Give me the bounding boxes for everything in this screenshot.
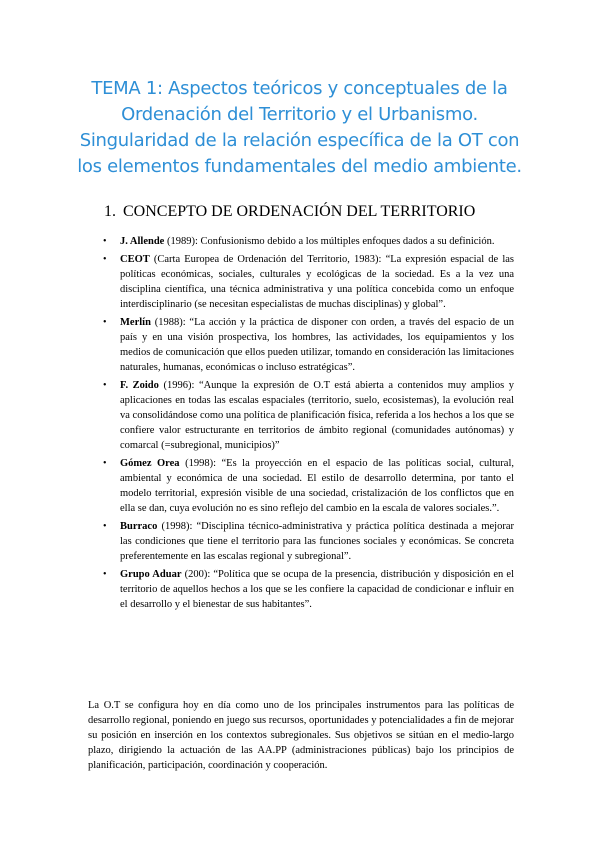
section-heading	[104, 202, 475, 222]
bullet-icon: •	[103, 380, 107, 391]
list-item	[103, 252, 514, 312]
title-line-1: TEMA 1: Aspectos teóricos y conceptuales de la	[91, 78, 508, 99]
definition-text: (1998): “Disciplina técnico-administrativa y práctica política destinada a mejorar las condiciones que tiene el territorio para las funciones sociales y económicas. Se concreta preferentemente en las escalas regional y subregional”.	[120, 521, 514, 562]
definition-text: (1988): “La acción y la práctica de disponer con orden, a través del espacio de un país y en una visión prospectiva, los hombres, las actividades, los equipamientos y los medios de comunicación que ellos pueden utilizar, tomando en consideración las limitaciones naturales, humanas, económicas o incluso estratégicas”.	[120, 317, 514, 373]
bullet-icon: •	[103, 254, 107, 265]
bullet-icon: •	[103, 236, 107, 247]
section-number: 1.	[104, 203, 116, 220]
definition-author: Gómez Orea	[120, 458, 180, 469]
bullet-icon: •	[103, 317, 107, 328]
list-item	[103, 456, 514, 516]
list-item	[103, 378, 514, 453]
list-item	[103, 315, 514, 375]
definition-author: Merlín	[120, 317, 151, 328]
definitions-list	[103, 234, 514, 615]
definition-text: (1996): “Aunque la expresión de O.T está abierta a contenidos muy amplios y aplicaciones en todas las escalas espaciales (territorio, suelo, ecosistemas), la evolución real va consolidándose como una política de planificación física, referida a los hechos a los que se confiere valor estructurante en territorios de ámbito regional (comunidades autónomas) y comarcal (=subregional, municipios)”	[120, 380, 514, 451]
bullet-icon: •	[103, 458, 107, 469]
title-line-2: Ordenación del Territorio y el Urbanismo.	[121, 104, 478, 125]
definition-author: Burraco	[120, 521, 158, 532]
definition-author: Grupo Aduar	[120, 569, 182, 580]
definition-text: (Carta Europea de Ordenación del Territorio, 1983): “La expresión espacial de las políticas económicas, sociales, culturales y ecológicas de la sociedad. Es a la vez una disciplina científica, una técnica administrativa y una política concebida como un enfoque interdisciplinario (se necesitan especialistas de muchas disciplinas) y global”.	[120, 254, 514, 310]
title-line-3: Singularidad de la relación específica de la OT con	[79, 130, 520, 151]
title-line-4: los elementos fundamentales del medio ambiente.	[77, 156, 522, 177]
definition-text: (1989): Confusionismo debido a los múltiples enfoques dados a su definición.	[164, 236, 495, 247]
section-heading-text: CONCEPTO DE ORDENACIÓN DEL TERRITORIO	[123, 203, 476, 220]
definition-author: F. Zoido	[120, 380, 159, 391]
closing-paragraph: La O.T se configura hoy en día como uno de los principales instrumentos para las políticas de desarrollo regional, poniendo en juego sus recursos, oportunidades y potencialidades a fin de mejorar su posición en inserción en los contextos subregionales. Sus objetivos se sitúan en el medio-largo plazo, dirigiendo la actuación de las AA.PP (administraciones públicas) bajo los principios de planificación, participación, coordinación y cooperación.	[88, 700, 514, 771]
document-title	[30, 76, 569, 180]
list-item	[103, 519, 514, 564]
definition-author: J. Allende	[120, 236, 165, 247]
definition-text: (200): “Política que se ocupa de la presencia, distribución y disposición en el territorio de aquellos hechos a los que se les confiere la capacidad de condicionar e influir en el desarrollo y el bienestar de sus habitantes”.	[120, 569, 514, 610]
list-item	[103, 234, 514, 249]
list-item	[103, 567, 514, 612]
definition-author: CEOT	[120, 254, 150, 265]
definition-text: (1998): “Es la proyección en el espacio de las políticas social, cultural, ambiental y económica de una sociedad. El estilo de desarrollo determina, por tanto el modelo territorial, expresión visible de una sociedad, cristalización de los conflictos que en ella se dan, cuya evolución no es sino reflejo del cambio en la escala de valores sociales.”.	[120, 458, 514, 514]
bullet-icon: •	[103, 569, 107, 580]
bullet-icon: •	[103, 521, 107, 532]
